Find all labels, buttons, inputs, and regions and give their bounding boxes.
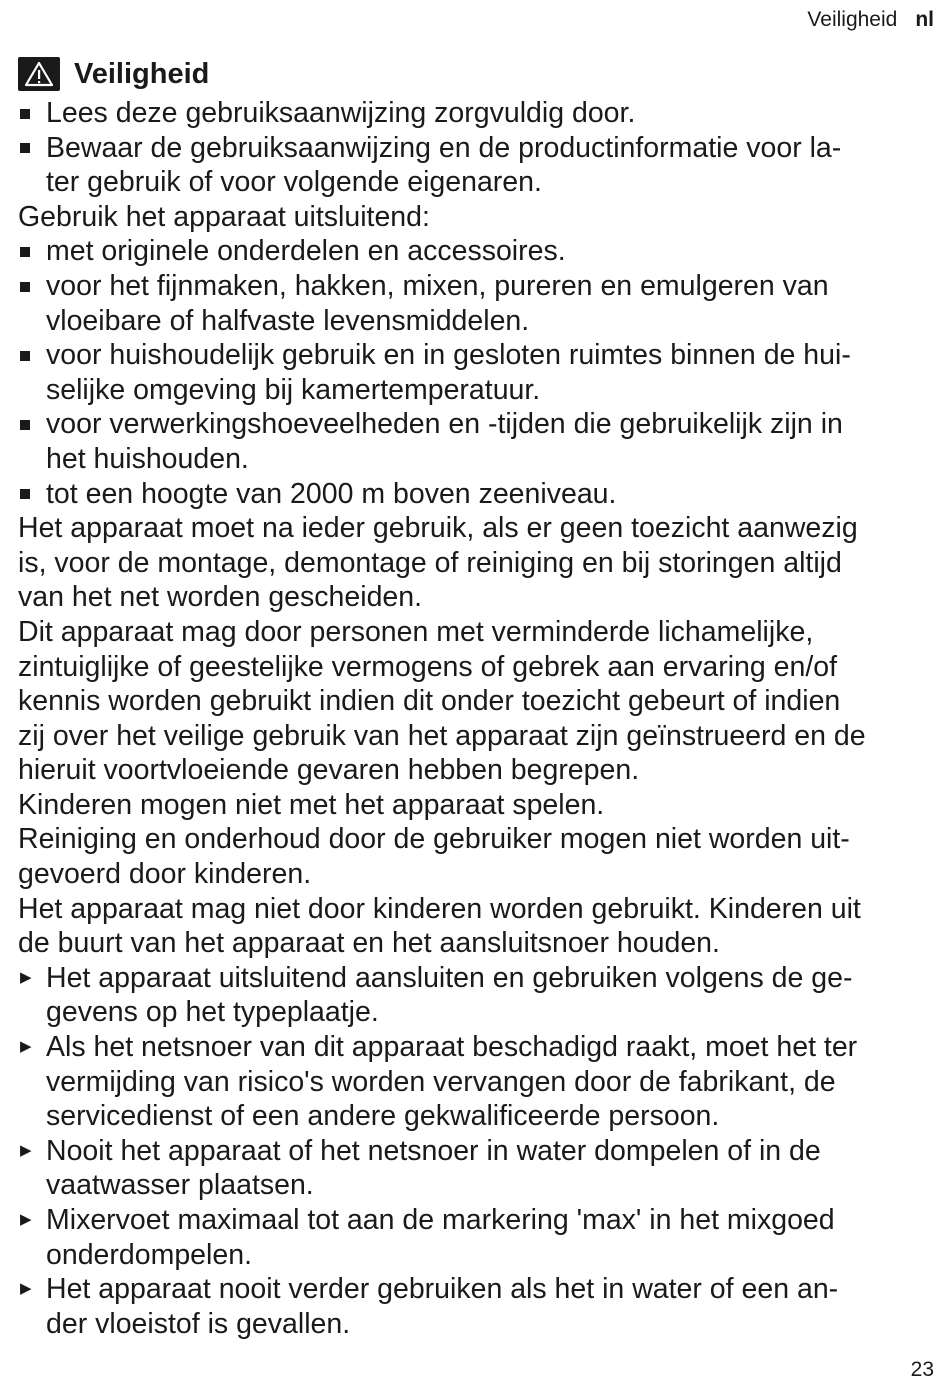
paragraph [18,892,934,961]
item-text: Als het netsnoer van dit apparaat beschadigd raakt, moet het ter vermijding van risico's worden vervangen door de fabrikant, de servicedienst of een andere gekwalificeerde persoon. [46,1031,858,1133]
arrow-bullet-icon: ▶ [20,1141,32,1159]
square-bullet-icon [20,131,30,166]
bullet-item [18,407,934,476]
square-bullet-icon [20,407,30,442]
instruction-item [18,961,934,1030]
bullet-item [18,131,934,200]
bullet-item [18,338,934,407]
language-code: nl [915,8,934,31]
item-text: voor huishoudelijk gebruik en in gesloten ruimtes binnen de hui- selijke omgeving bij kamertemperatuur. [46,339,851,406]
paragraph-text: Gebruik het apparaat uitsluitend: [18,200,430,233]
arrow-bullet-icon: ▶ [20,1038,32,1056]
paragraph-text: Het apparaat moet na ieder gebruik, als er geen toezicht aanwezig is, voor de montage, demontage of reiniging en bij storingen altijd van het net worden gescheiden. [18,512,858,614]
item-text: Lees deze gebruiksaanwijzing zorgvuldig door. [46,97,636,129]
item-text: voor verwerkingshoeveelheden en -tijden die gebruikelijk zijn in het huishouden. [46,408,843,475]
item-text: met originele onderdelen en accessoires. [46,235,566,268]
arrow-bullet-icon: ▶ [20,968,32,986]
square-bullet-icon [20,96,30,131]
item-text: voor het fijnmaken, hakken, mixen, pureren en emulgeren van vloeibare of halfvaste levensmiddelen. [46,269,829,337]
paragraph [18,822,934,891]
paragraph [18,788,934,823]
instruction-item [18,1203,934,1272]
paragraph [18,615,934,788]
item-text: Het apparaat uitsluitend aansluiten en gebruiken volgens de ge- gevens op het typeplaatje. [46,961,853,1029]
item-text: Het apparaat nooit verder gebruiken als het in water of een an- der vloeistof is gevallen. [46,1273,839,1340]
instruction-item [18,1030,934,1134]
bullet-item [18,96,934,131]
instruction-item [18,1134,934,1203]
paragraph-text: Dit apparaat mag door personen met verminderde lichamelijke, zintuiglijke of geestelijke vermogens of gebrek aan ervaring en/of kennis worden gebruikt indien dit onder toezicht gebeurt of indien zij over het veilige gebruik van het apparaat zijn geïnstrueerd en de hieruit voortvloeiende gevaren hebben begrepen. [18,615,866,787]
paragraph-text: Reiniging en onderhoud door de gebruiker mogen niet worden uit- gevoerd door kinderen. [18,823,850,891]
item-text: Bewaar de gebruiksaanwijzing en de productinformatie voor la- ter gebruik of voor volgende eigenaren. [46,131,842,199]
section-label: Veiligheid [807,8,898,31]
arrow-bullet-icon: ▶ [20,1211,32,1228]
text-blocks [18,96,934,1341]
paragraph [18,511,934,615]
paragraph-text: Het apparaat mag niet door kinderen worden gebruikt. Kinderen uit de buurt van het apparaat en het aansluitsnoer houden. [18,892,861,960]
section-title: Veiligheid [74,57,210,90]
item-text: tot een hoogte van 2000 m boven zeeniveau. [46,477,617,510]
paragraph [18,200,934,235]
square-bullet-icon [20,269,30,304]
bullet-item [18,269,934,338]
running-header [807,8,934,32]
arrow-bullet-icon: ▶ [20,1280,32,1298]
bullet-item [18,477,934,512]
instruction-item [18,1272,934,1341]
page-content [18,54,934,1341]
warning-triangle-icon [18,57,60,91]
bullet-item [18,234,934,269]
section-heading [18,54,934,94]
square-bullet-icon [20,477,30,512]
page-number: 23 [910,1358,934,1381]
item-text: Mixervoet maximaal tot aan de markering 'max' in het mixgoed onderdompelen. [46,1204,835,1271]
paragraph-text: Kinderen mogen niet met het apparaat spelen. [18,788,605,821]
square-bullet-icon [20,234,30,269]
item-text: Nooit het apparaat of het netsnoer in water dompelen of in de vaatwasser plaatsen. [46,1134,821,1202]
square-bullet-icon [20,338,30,373]
